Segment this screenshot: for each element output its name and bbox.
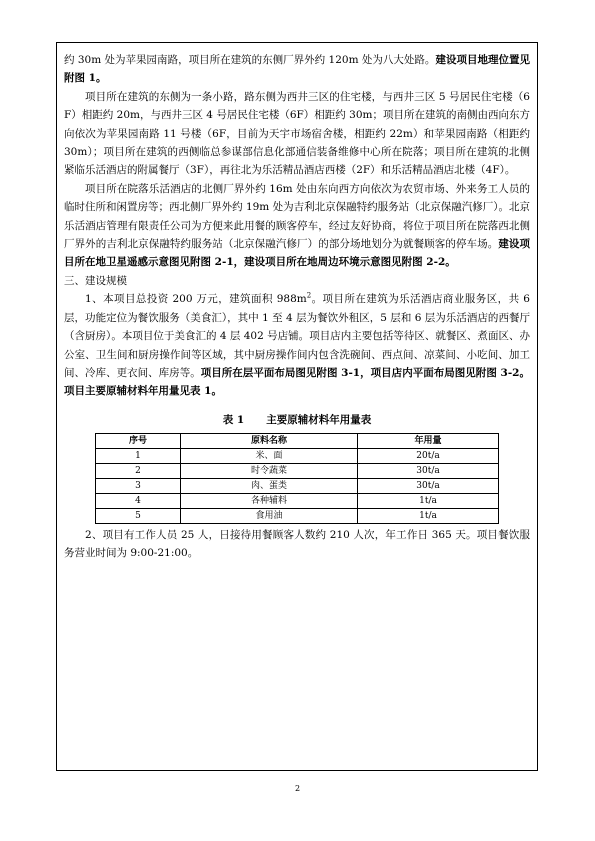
table-cell: 1t/a <box>358 493 499 508</box>
table-cell: 1t/a <box>358 508 499 523</box>
table-cell: 时令蔬菜 <box>181 463 358 478</box>
paragraph-text: 项目所在院落乐活酒店的北侧厂界外约 16m 处由东向西方向依次为农贸市场、外来务工人员的临时住所和闲置房等；西北侧厂界外约 19m 处为吉利北京保融特约服务站（北京保融汽修厂）。北京乐活酒店管理有限责任公司为方便来此用餐的顾客停车，经过友好协商，将位于项目所在院落西北侧厂界外的吉利北京保融特约服务站（北京保融汽修厂）的部分场地划分为就餐顾客的停车场。 <box>64 182 530 251</box>
table-cell: 1 <box>96 448 181 463</box>
table-header-cell: 原料名称 <box>181 433 358 448</box>
table-cell: 20t/a <box>358 448 499 463</box>
table-header-cell: 年用量 <box>358 433 499 448</box>
paragraph-surroundings: 项目所在建筑的东侧为一条小路，路东侧为西井三区的住宅楼，与西井三区 5 号居民住宅楼（6F）相距约 20m，与西井三区 4 号居民住宅楼（6F）相距约 30m；项目所在建筑的南侧由西向东方向依次为苹果园南路 11 号楼（6F，目前为天宇市场宿舍楼，相距约 22m）和苹果园南路（相距约 30m）；项目所在建筑的西侧临总参谋部信息化部通信装备维修中心所在院落；项目所在建筑的北侧紧临乐活酒店的附属餐厅（3F），再往北为乐活精品酒店西楼（2F）和乐活精品酒店北楼（4F）。 <box>64 90 530 177</box>
table-cell: 3 <box>96 478 181 493</box>
table-cell: 肉、蛋类 <box>181 478 358 493</box>
paragraph-text: 约 30m 处为苹果园南路，项目所在建筑的东侧厂界外约 120m 处为八大处路。 <box>64 54 436 66</box>
table-header-row <box>96 433 499 448</box>
page-number: 2 <box>294 784 301 793</box>
table-header-cell: 序号 <box>96 433 181 448</box>
table-row <box>96 493 499 508</box>
table-cell: 30t/a <box>358 478 499 493</box>
table-caption <box>64 411 530 429</box>
table-caption-title: 主要原辅材料年用量表 <box>266 413 372 426</box>
section-title: 三、建设规模 <box>64 274 127 287</box>
superscript: 2 <box>306 291 312 300</box>
table-cell: 米、面 <box>181 448 358 463</box>
paragraph-text: 。项目所在建筑为乐活酒店商业服务区，共 6 层，功能定位为餐饮服务（美食汇），其中 1 至 4 层为餐饮外租区，5 层和 6 层为乐活酒店的西餐厅（含厨房）。本项目位于美食汇的 4 层 402 号店铺。项目店内主要包括等待区、就餐区、煮面区、办公室、卫生间和厨房操作间等区域，其中厨房操作间内包含洗碗间、西点间、凉菜间、小吃间、加工间、冷库、更衣间、库房等。 <box>64 293 530 379</box>
table-cell: 5 <box>96 508 181 523</box>
paragraph-scale <box>64 290 530 400</box>
table-cell: 2 <box>96 463 181 478</box>
table-cell: 30t/a <box>358 463 499 478</box>
paragraph-north-side <box>64 180 530 272</box>
table-cell: 食用油 <box>181 508 358 523</box>
paragraph-bold-text: 建设项目地理位置见附图 1。 <box>64 54 531 85</box>
table-row <box>96 508 499 523</box>
paragraph-text: 1、本项目总投资 200 万元，建筑面积 988m <box>85 293 307 306</box>
table-cell: 各种辅料 <box>181 493 358 508</box>
table-row <box>96 478 499 493</box>
document-frame <box>56 42 538 771</box>
paragraph-bold-text: 建设项目所在地卫星遥感示意图见附图 2-1，建设项目所在地周边环境示意图见附图 2-2。 <box>64 238 530 269</box>
materials-table <box>95 433 499 524</box>
paragraph-location <box>64 51 530 88</box>
table-row <box>96 448 499 463</box>
table-row <box>96 463 499 478</box>
document-content <box>64 51 530 563</box>
table-caption-number: 表 1 <box>222 413 245 426</box>
table-cell: 4 <box>96 493 181 508</box>
paragraph-bold-text: 项目所在层平面布局图见附图 3-1，项目店内平面布局图见附图 3-2。项目主要原辅材料年用量见表 1。 <box>64 366 531 398</box>
paragraph-staff: 2、项目有工作人员 25 人，日接待用餐顾客人数约 210 人次，年工作日 365 天。项目餐饮服务营业时间为 9:00-21:00。 <box>64 528 530 560</box>
